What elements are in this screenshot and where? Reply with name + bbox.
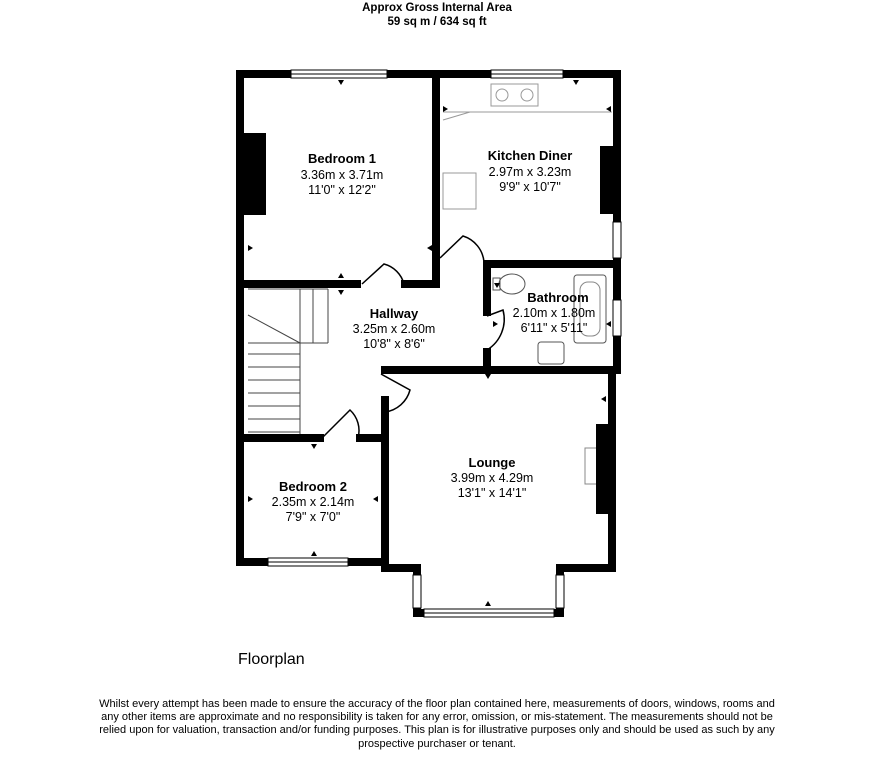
door-bedroom2 bbox=[322, 410, 359, 438]
fireplace-hearth bbox=[585, 448, 597, 484]
bathroom-imperial: 6'11" x 5'11" bbox=[520, 321, 588, 335]
kitchen-imperial: 9'9" x 10'7" bbox=[499, 180, 561, 194]
bedroom1-imperial: 11'0" x 12'2" bbox=[308, 183, 376, 197]
floorplan-caption: Floorplan bbox=[238, 651, 305, 668]
hallway-imperial: 10'8" x 8'6" bbox=[363, 337, 425, 351]
kitchen-name: Kitchen Diner bbox=[487, 148, 573, 163]
gross-area-value: 59 sq m / 634 sq ft bbox=[387, 16, 487, 28]
bedroom2-name: Bedroom 2 bbox=[279, 479, 347, 494]
bedroom1-metric: 3.36m x 3.71m bbox=[300, 168, 384, 182]
hallway-metric: 3.25m x 2.60m bbox=[352, 322, 436, 336]
kitchen-metric: 2.97m x 3.23m bbox=[488, 165, 572, 179]
gross-area-title: Approx Gross Internal Area bbox=[362, 2, 512, 14]
hallway-name: Hallway bbox=[369, 306, 419, 321]
chimney-bedroom1 bbox=[240, 133, 266, 215]
lounge-imperial: 13'1" x 14'1" bbox=[457, 486, 527, 500]
door-bedroom1 bbox=[362, 264, 404, 284]
lounge-name: Lounge bbox=[468, 455, 516, 470]
bathroom-name: Bathroom bbox=[527, 290, 589, 305]
staircase bbox=[248, 289, 328, 436]
lounge-metric: 3.99m x 4.29m bbox=[450, 471, 534, 485]
door-kitchen bbox=[440, 236, 484, 262]
bathroom-metric: 2.10m x 1.80m bbox=[512, 306, 596, 320]
chimney-lounge bbox=[596, 424, 612, 514]
window-bathroom bbox=[613, 300, 621, 336]
bedroom2-imperial: 7'9" x 7'0" bbox=[285, 510, 341, 524]
chimney-kitchen bbox=[600, 146, 617, 214]
kitchen-worktop-edge bbox=[443, 112, 470, 120]
kitchen-appliance bbox=[443, 173, 476, 209]
basin-icon bbox=[538, 342, 564, 364]
toilet-icon bbox=[499, 274, 525, 294]
bedroom1-name: Bedroom 1 bbox=[308, 151, 376, 166]
disclaimer-text: Whilst every attempt has been made to ensure the accuracy of the floor plan contained here, measurements of doors, windows, rooms and any other items are approximate and no responsibility is taken for any error, omission, or mis-statement. The measurements should not be relied upon for valuation, transaction and/or funding purposes. This plan is for illustrative purposes only and should be used as such by any prospective purchaser or tenant. bbox=[99, 698, 775, 750]
bedroom2-metric: 2.35m x 2.14m bbox=[271, 495, 355, 509]
kitchen-sink-icon bbox=[491, 84, 538, 106]
window-kitchen-side bbox=[613, 222, 621, 258]
